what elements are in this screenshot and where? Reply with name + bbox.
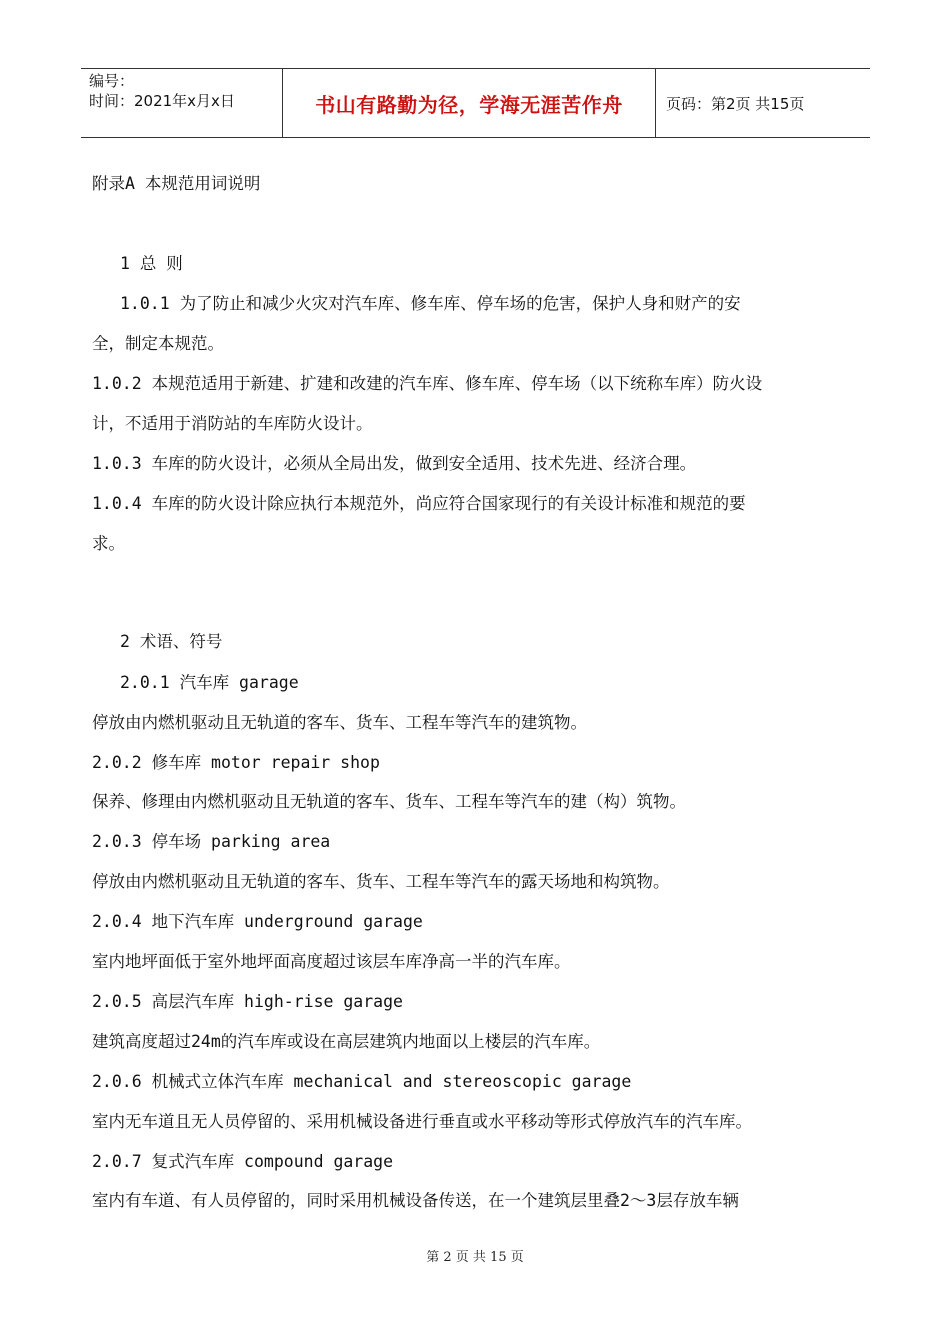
definition-line: 停放由内燃机驱动且无轨道的客车、货车、工程车等汽车的露天场地和构筑物。 <box>92 872 670 891</box>
paragraph-line: 1.0.4 车库的防火设计除应执行本规范外，尚应符合国家现行的有关设计标准和规范的要 <box>92 494 746 513</box>
paragraph-line: 1.0.1 为了防止和减少火灾对汽车库、修车库、停车场的危害，保护人身和财产的安 <box>120 294 741 313</box>
page-code: 页码：第2页 共15页 <box>666 94 805 113</box>
document-header <box>81 68 870 138</box>
term-line: 2.0.6 机械式立体汽车库 mechanical and stereoscopic garage <box>92 1072 632 1091</box>
section-heading: 2 术语、符号 <box>120 632 223 651</box>
header-meta <box>81 69 283 137</box>
term-line: 2.0.2 修车库 motor repair shop <box>92 753 380 772</box>
definition-line: 建筑高度超过24m的汽车库或设在高层建筑内地面以上楼层的汽车库。 <box>92 1032 601 1051</box>
paragraph-line: 1.0.3 车库的防火设计，必须从全局出发，做到安全适用、技术先进、经济合理。 <box>92 454 697 473</box>
motto: 书山有路勤为径，学海无涯苦作舟 <box>315 92 623 117</box>
term-line: 2.0.7 复式汽车库 compound garage <box>92 1152 394 1171</box>
appendix-line: 附录A 本规范用词说明 <box>92 174 261 193</box>
definition-line: 室内无车道且无人员停留的、采用机械设备进行垂直或水平移动等形式停放汽车的汽车库。 <box>92 1112 752 1131</box>
paragraph-line: 计，不适用于消防站的车库防火设计。 <box>92 414 373 433</box>
number-label: 编号： <box>89 72 135 90</box>
definition-line: 停放由内燃机驱动且无轨道的客车、货车、工程车等汽车的建筑物。 <box>92 713 587 732</box>
definition-line: 保养、修理由内燃机驱动且无轨道的客车、货车、工程车等汽车的建（构）筑物。 <box>92 792 686 811</box>
definition-line: 室内地坪面低于室外地坪面高度超过该层车库净高一半的汽车库。 <box>92 952 571 971</box>
definition-line: 室内有车道、有人员停留的，同时采用机械设备传送，在一个建筑层里叠2～3层存放车辆 <box>92 1191 739 1210</box>
term-line: 2.0.5 高层汽车库 high-rise garage <box>92 992 403 1011</box>
paragraph-line: 全，制定本规范。 <box>92 334 224 353</box>
header-motto-cell <box>283 69 656 137</box>
paragraph-line: 求。 <box>92 534 125 553</box>
time-label: 时间：2021年x月x日 <box>89 92 235 110</box>
page-footer: 第 2 页 共 15 页 <box>426 1250 524 1265</box>
paragraph-line: 1.0.2 本规范适用于新建、扩建和改建的汽车库、修车库、停车场（以下统称车库）防火设 <box>92 374 763 393</box>
section-heading: 1 总 则 <box>120 254 183 273</box>
term-line: 2.0.4 地下汽车库 underground garage <box>92 912 423 931</box>
term-line: 2.0.1 汽车库 garage <box>120 673 299 692</box>
term-line: 2.0.3 停车场 parking area <box>92 832 331 851</box>
header-page-cell <box>656 69 870 137</box>
